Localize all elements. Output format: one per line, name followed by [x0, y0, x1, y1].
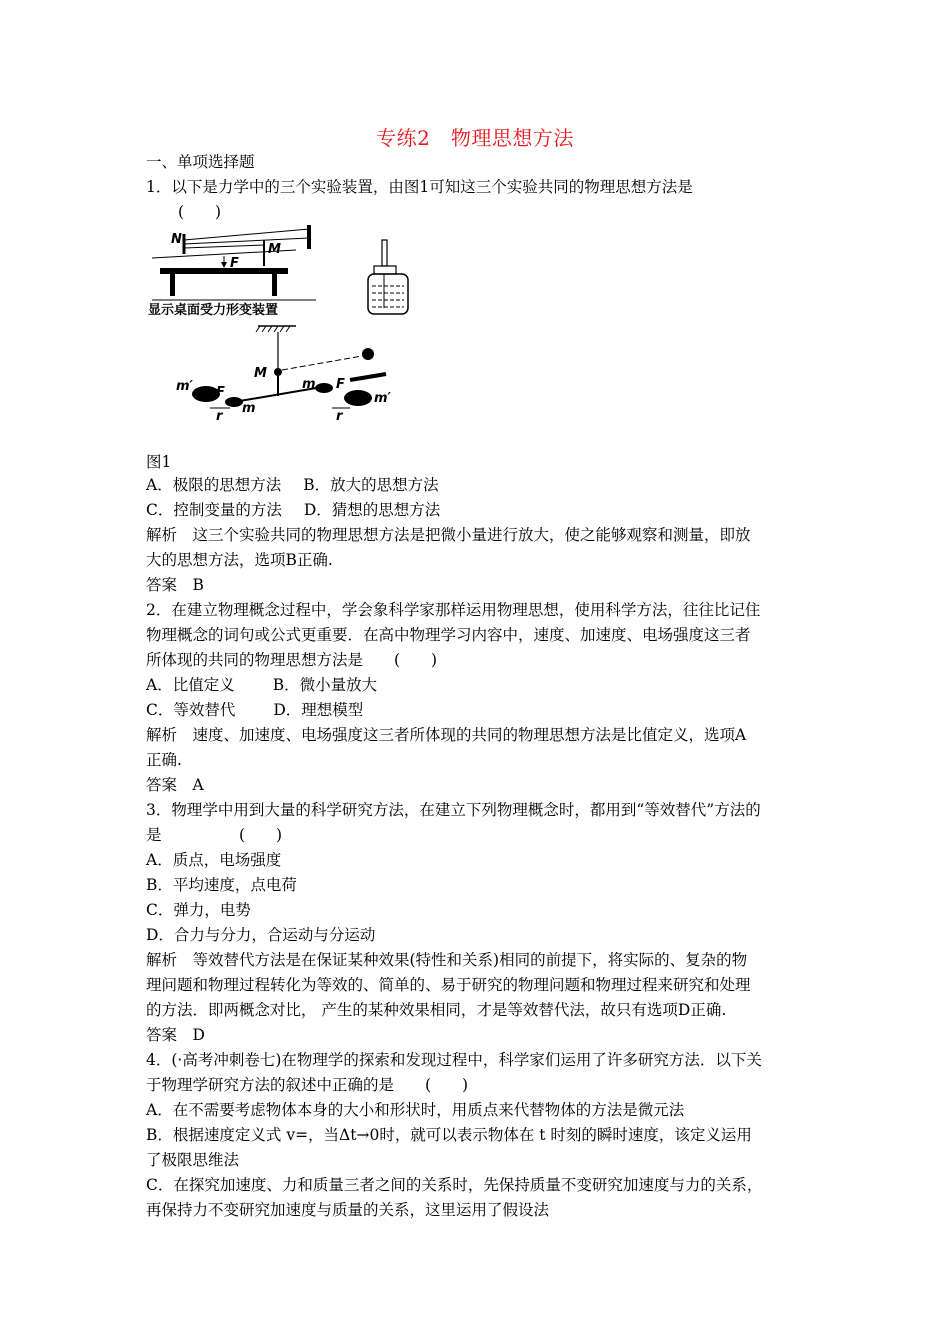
- section-heading: 一、单项选择题: [146, 153, 255, 171]
- figure-1-diagram: [146, 222, 446, 432]
- q1-option-c: C．控制变量的方法: [146, 501, 282, 519]
- label-m-left: m: [242, 401, 256, 416]
- q2-option-a: A．比值定义: [146, 676, 235, 694]
- q4-option-c-line1: C．在探究加速度、力和质量三者之间的关系时，先保持质量不变研究加速度与力的关系，: [146, 1176, 763, 1194]
- page-title: 专练2 物理思想方法: [376, 126, 574, 150]
- q1-options-cd: [146, 500, 440, 520]
- q1-options-ab: [146, 475, 439, 495]
- q3-option-d: D．合力与分力，合运动与分运动: [146, 926, 376, 944]
- label-r-right: r: [336, 409, 343, 424]
- q2-option-b: B．微小量放大: [272, 676, 378, 694]
- label-F-top: F: [230, 256, 239, 271]
- desk-deformation-apparatus: [148, 225, 316, 318]
- label-m-prime-left: m′: [176, 379, 193, 394]
- label-m-prime-right: m′: [374, 391, 391, 406]
- q4-stem-line1: 4．(·高考冲刺卷七)在物理学的探索和发现过程中，科学家们运用了许多研究方法．以下关: [146, 1051, 762, 1069]
- q2-option-d: D．理想模型: [273, 701, 364, 719]
- q3-analysis-line1: 解析 等效替代方法是在保证某种效果(特性和关系)相同的前提下，将实际的、复杂的物: [146, 951, 748, 969]
- q1-answer: 答案 B: [146, 576, 204, 594]
- q4-stem-line2: 于物理学研究方法的叙述中正确的是 ( ): [146, 1076, 469, 1094]
- label-M-balance: M: [254, 366, 267, 381]
- label-r-left: r: [216, 409, 223, 424]
- q3-analysis-line3: 的方法．即两概念对比， 产生的某种效果相同，才是等效替代法，故只有选项D正确.: [146, 1001, 727, 1019]
- q3-option-a: A．质点，电场强度: [146, 851, 282, 869]
- q1-analysis-line1: 解析 这三个实验共同的物理思想方法是把微小量进行放大，使之能够观察和测量，即放: [146, 526, 751, 544]
- q2-analysis-line2: 正确.: [146, 751, 182, 769]
- q2-option-c: C．等效替代: [146, 701, 236, 719]
- q3-option-c: C．弹力，电势: [146, 901, 251, 919]
- q1-option-d: D．猜想的思想方法: [303, 501, 441, 519]
- q2-stem-line3: 所体现的共同的物理思想方法是 ( ): [146, 651, 438, 669]
- q4-option-c-line2: 再保持力不变研究加速度与质量的关系，这里运用了假设法: [146, 1201, 550, 1219]
- torsion-balance-apparatus: [176, 326, 392, 424]
- q4-option-b-line1: B．根据速度定义式 v=，当Δt→0时，就可以表示物体在 t 时刻的瞬时速度，该定义运用: [146, 1126, 752, 1144]
- q2-stem-line1: 2．在建立物理概念过程中，学会象科学家那样运用物理思想，使用科学方法，往往比记住: [146, 601, 761, 619]
- q1-analysis-line2: 大的思想方法，选项B正确.: [146, 551, 333, 569]
- q1-option-a: A．极限的思想方法: [146, 476, 282, 494]
- figure-caption: 显示桌面受力形变装置: [148, 303, 279, 318]
- label-m-right: m: [302, 377, 316, 392]
- q3-stem-line2: 是 ( ): [146, 826, 283, 844]
- label-F-left: F: [216, 385, 225, 400]
- q2-options-cd: [146, 700, 363, 720]
- q2-analysis-line1: 解析 速度、加速度、电场强度这三者所体现的共同的物理思想方法是比值定义，选项A: [146, 726, 747, 744]
- q3-answer: 答案 D: [146, 1026, 205, 1044]
- label-F-right: F: [336, 377, 345, 392]
- q3-analysis-line2: 理问题和物理过程转化为等效的、简单的、易于研究的物理问题和物理过程来研究和处理: [146, 976, 751, 994]
- q3-option-b: B．平均速度，点电荷: [146, 876, 297, 894]
- q2-options-ab: [146, 675, 377, 695]
- q4-option-b-line2: 了极限思维法: [146, 1151, 240, 1169]
- q1-blank: ( ): [178, 203, 222, 221]
- label-N: N: [171, 232, 182, 247]
- q2-stem-line2: 物理概念的词句或公式更重要．在高中物理学习内容中，速度、加速度、电场强度这三者: [146, 626, 751, 644]
- q4-option-a: A．在不需要考虑物体本身的大小和形状时，用质点来代替物体的方法是微元法: [146, 1101, 685, 1119]
- q1-stem: 1．以下是力学中的三个实验装置，由图1可知这三个实验共同的物理思想方法是: [146, 178, 693, 196]
- q1-option-b: B．放大的思想方法: [303, 476, 439, 494]
- flask-apparatus: [368, 240, 408, 314]
- q3-stem-line1: 3．物理学中用到大量的科学研究方法，在建立下列物理概念时，都用到“等效替代”方法的: [146, 801, 761, 819]
- figure-label: 图1: [146, 453, 172, 471]
- q2-answer: 答案 A: [146, 776, 204, 794]
- label-M-top: M: [268, 242, 281, 257]
